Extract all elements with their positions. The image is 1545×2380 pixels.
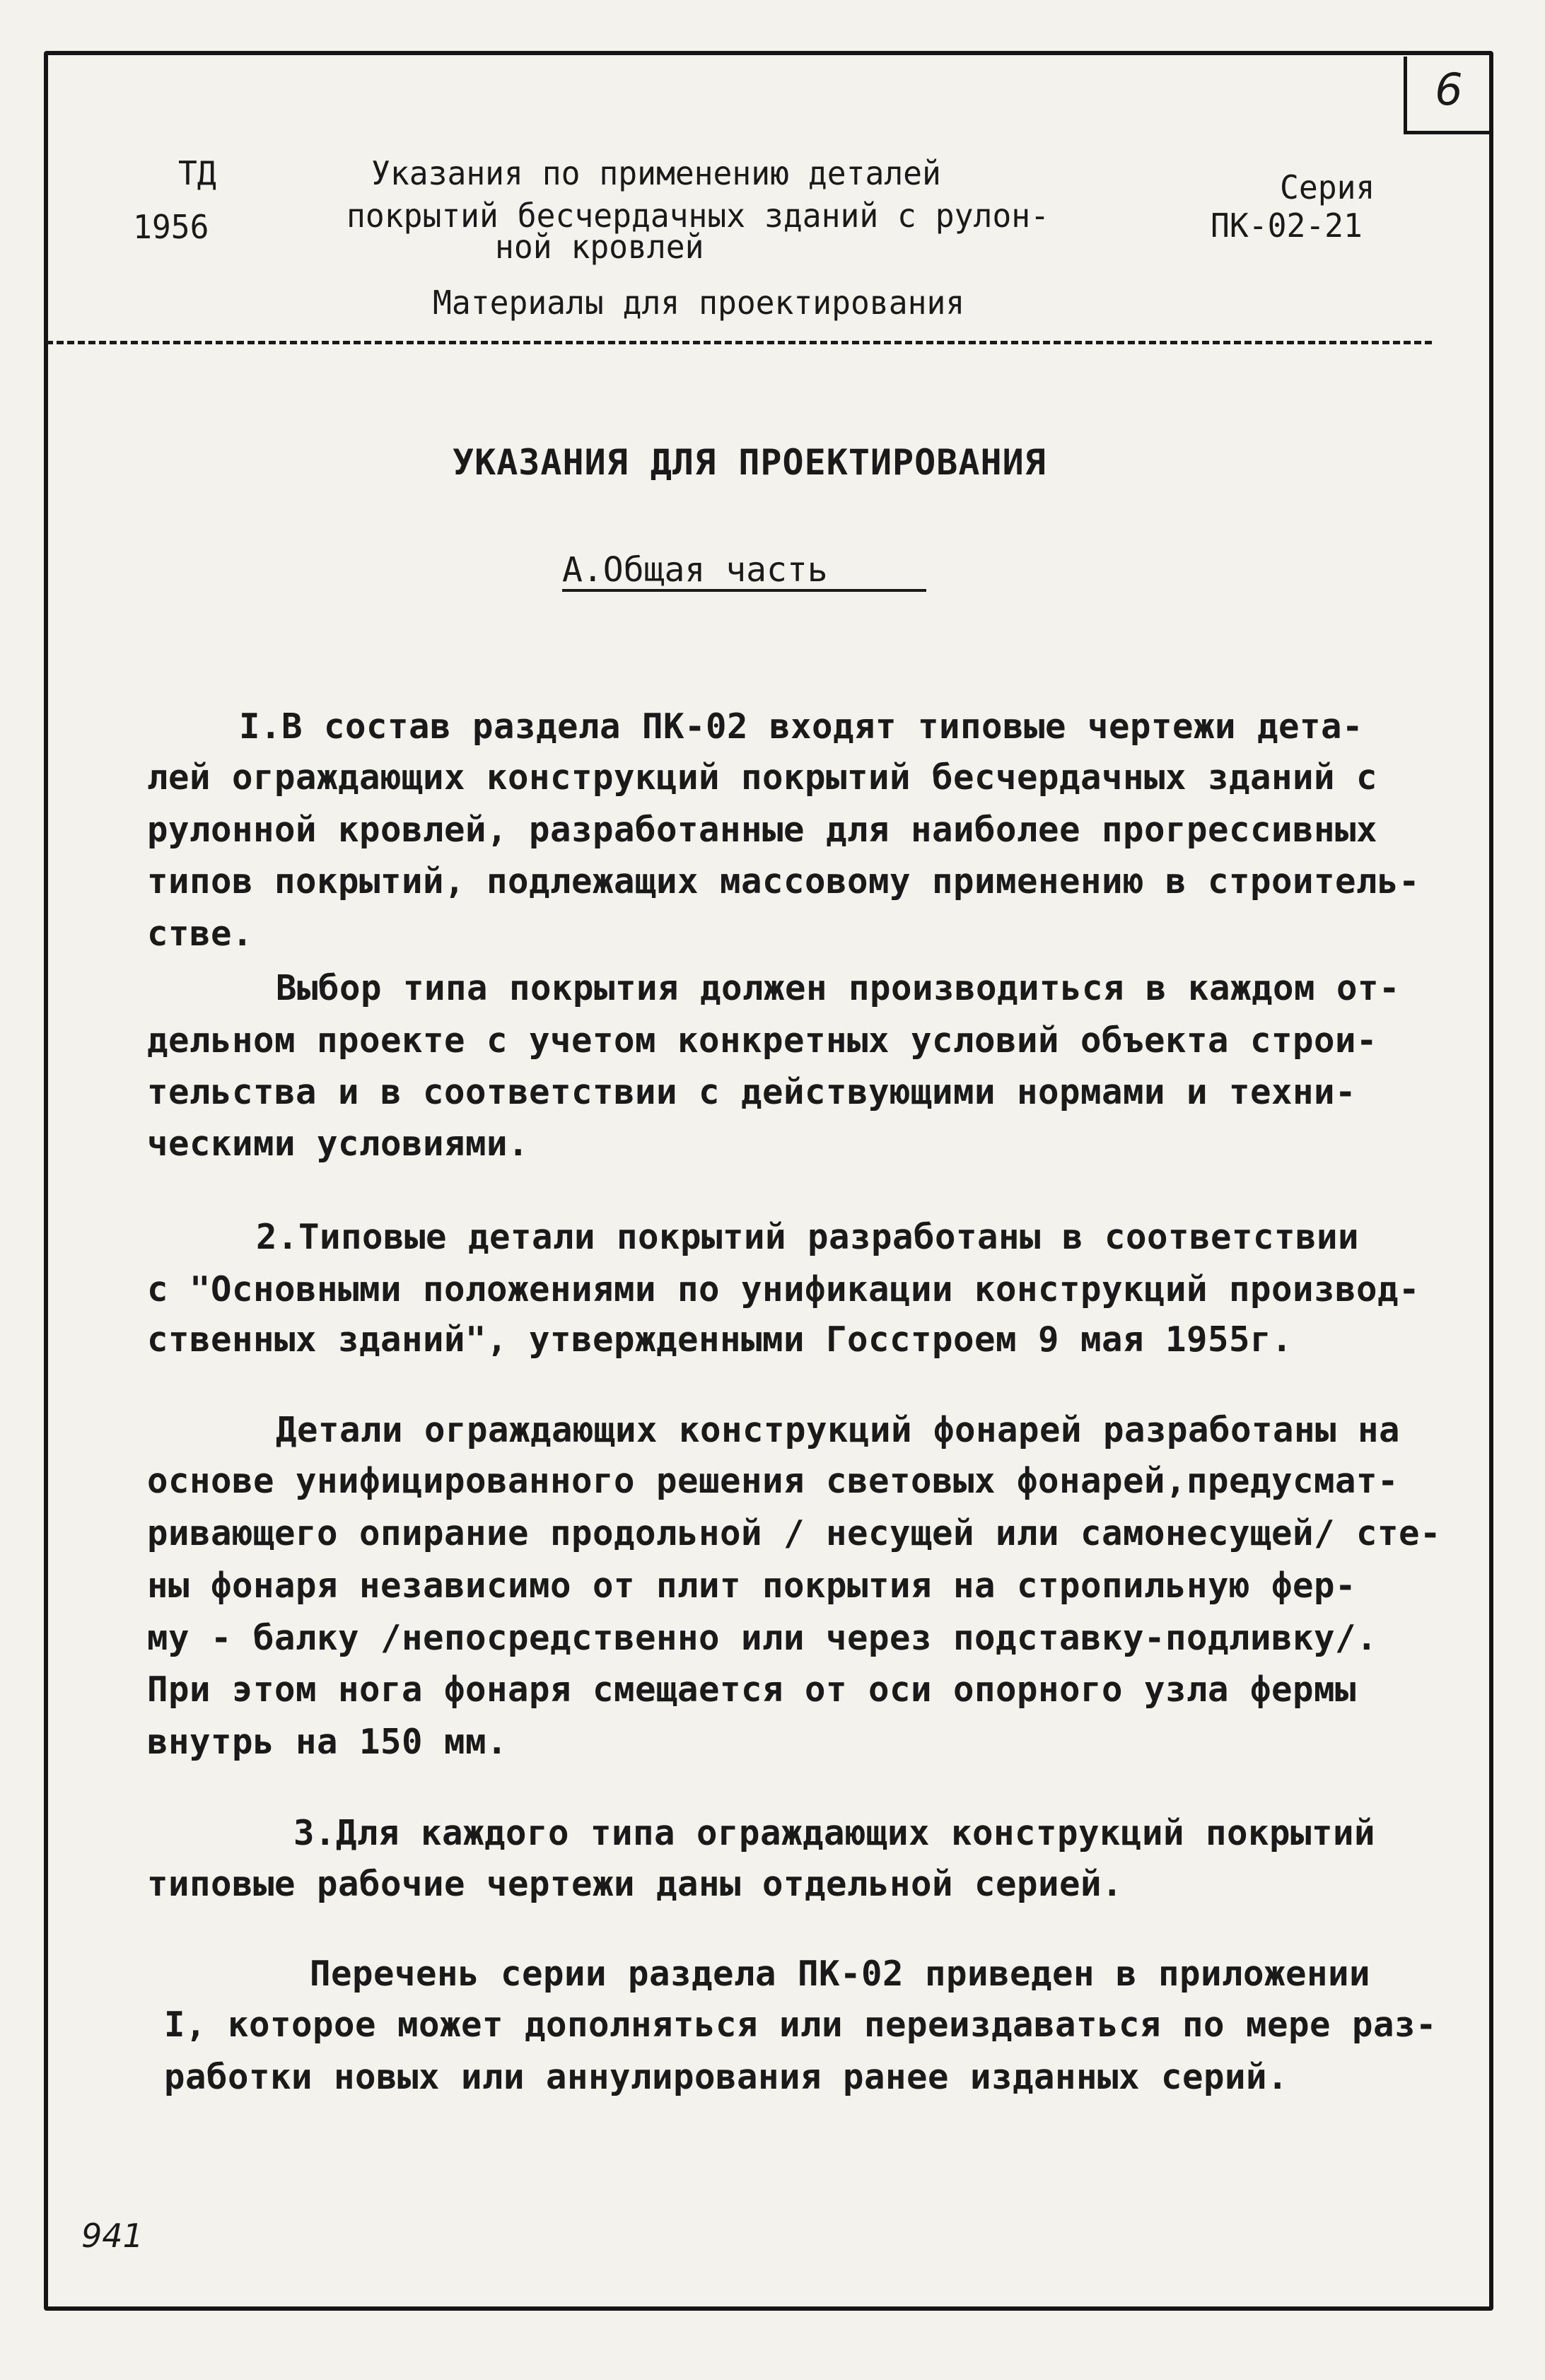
header-year: 1956 [133,208,209,246]
body-line: Выбор типа покрытия должен производиться в каждом от- [276,968,1401,1008]
body-line: работки новых или аннулирования ранее изданных серий. [164,2057,1289,2097]
subsection-title: А.Общая часть [562,550,828,590]
header-series-code: ПК-02-21 [1211,206,1363,245]
body-line: тельства и в соответствии с действующими нормами и техни- [147,1072,1357,1112]
body-line: основе унифицированного решения световых фонарей,предусмат- [147,1461,1399,1501]
body-line: I.В состав раздела ПК-02 входят типовые чертежи дета- [239,706,1364,747]
body-line: с "Основными положениями по унификации конструкций производ- [147,1269,1421,1309]
body-line: рулонной кровлей, разработанные для наиболее прогрессивных [147,810,1378,850]
page-number-box [1404,57,1490,134]
body-line: лей ограждающих конструкций покрытий бесчердачных зданий с [147,757,1378,798]
header-series-label: Серия [1280,168,1375,206]
body-line: Перечень серии раздела ПК-02 приведен в приложении [310,1954,1371,1994]
page-number: 6 [1435,64,1463,115]
header-title-line-1: Указания по применению деталей [371,154,941,192]
header-td: ТД [178,154,216,192]
body-line: му - балку /непосредственно или через подставку-подливку/. [147,1618,1378,1658]
body-line: типовые рабочие чертежи даны отдельной серией. [147,1864,1124,1904]
body-line: ривающего опирание продольной / несущей или самонесущей/ сте- [147,1513,1442,1553]
body-line: 3.Для каждого типа ограждающих конструкций покрытий [293,1813,1376,1853]
header-title-line-3: ной кровлей [495,228,704,266]
body-line: I, которое может дополняться или переиздаваться по мере раз- [164,2005,1438,2045]
section-title: УКАЗАНИЯ ДЛЯ ПРОЕКТИРОВАНИЯ [453,442,1046,483]
body-line: ческими условиями. [147,1124,530,1164]
header-subtitle: Материалы для проектирования [433,284,965,322]
body-line: Детали ограждающих конструкций фонарей разработаны на [276,1410,1401,1450]
body-line: При этом нога фонаря смещается от оси опорного узла фермы [147,1669,1357,1710]
body-line: внутрь на 150 мм. [147,1722,508,1762]
body-line: ны фонаря независимо от плит покрытия на стропильную фер- [147,1565,1357,1606]
body-line: дельном проекте с учетом конкретных условий объекта строи- [147,1020,1378,1061]
handwritten-note: 941 [81,2217,144,2255]
header-title-line-2: покрытий бесчердачных зданий с рулон- [346,197,1049,235]
body-line: ственных зданий", утвержденными Госстроем 9 мая 1955г. [147,1319,1293,1360]
body-line: 2.Типовые детали покрытий разработаны в соответствии [256,1217,1360,1257]
body-line: стве. [147,914,254,954]
header-divider [46,341,1432,344]
subsection-underline [562,589,926,592]
body-line: типов покрытий, подлежащих массовому применению в строитель- [147,861,1421,902]
